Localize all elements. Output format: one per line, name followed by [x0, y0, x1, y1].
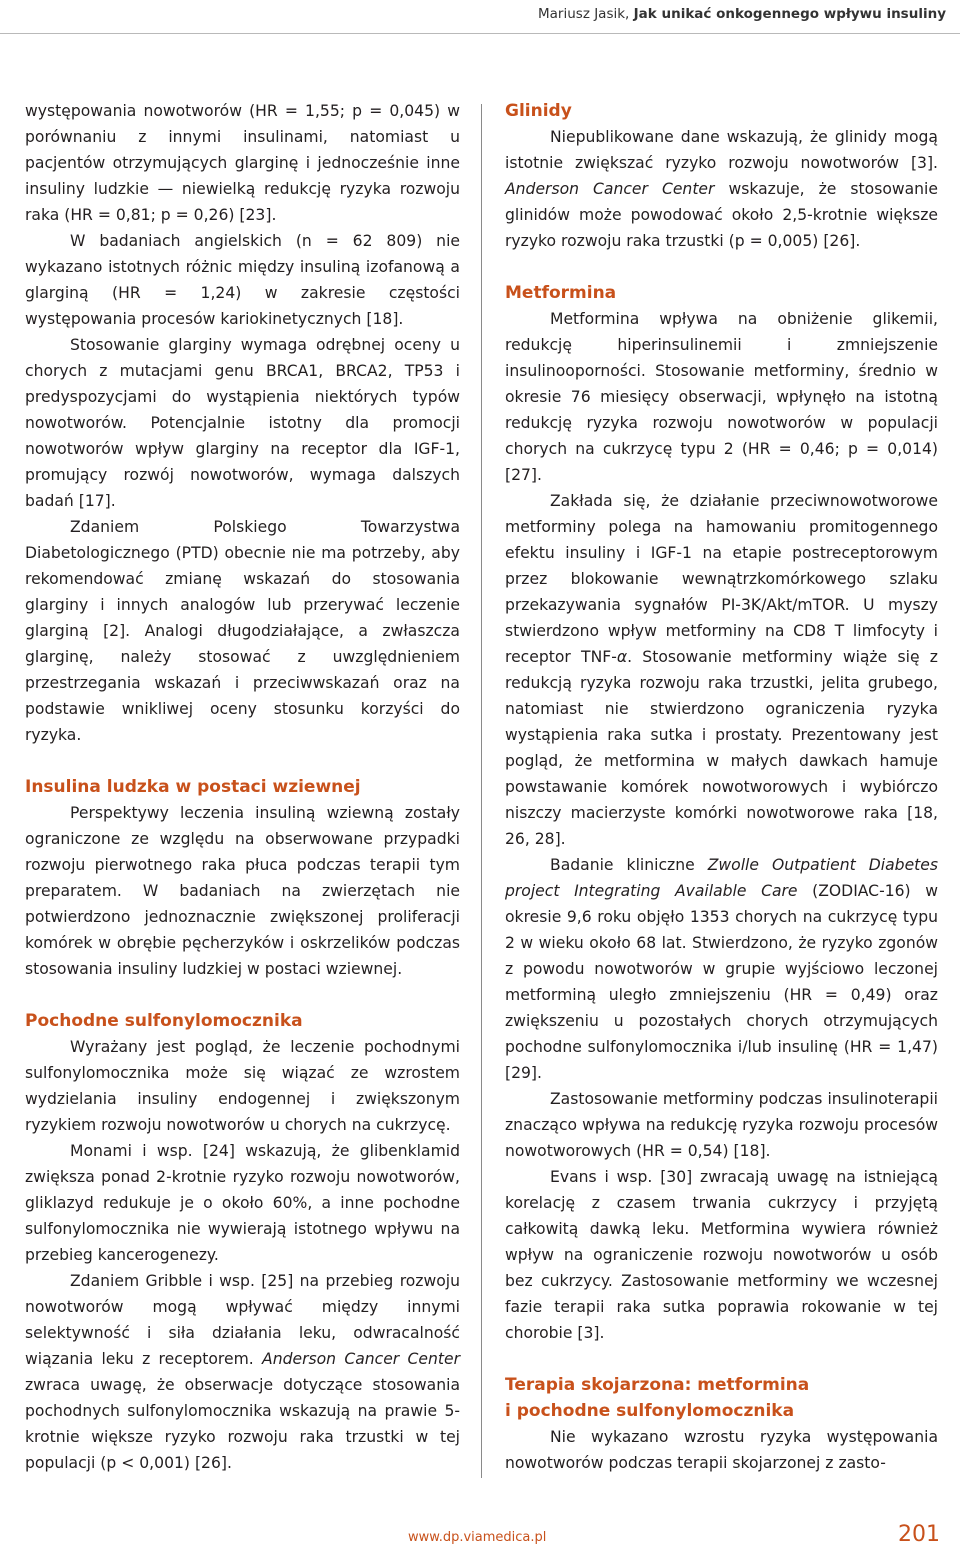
paragraph: Nie wykazano wzrostu ryzyka występowania nowotworów podczas terapii skojarzonej z zasto-: [505, 1428, 938, 1472]
text-run: Niepublikowane dane wskazują, że glinidy mogą istotnie zwiększać ryzyko rozwoju nowotworów [3].: [505, 128, 938, 172]
heading-line: Terapia skojarzona: metformina: [505, 1375, 810, 1395]
text-run: . Stosowanie metforminy wiąże się z redukcją ryzyka rozwoju raka trzustki, jelita grubego, natomiast nie stwierdzono ograniczenia ryzyka wystąpienia raka sutka i prostaty. Prezentowany jest pogląd, że metformina w małych dawkach hamuje powstawanie komórek nowotworowych i wybiórczo niszczy macierzyste komórki nowotworowe raka [18, 26, 28].: [505, 648, 938, 848]
page-number: 201: [898, 1522, 940, 1547]
paragraph: Monami i wsp. [24] wskazują, że glibenklamid zwiększa ponad 2-krotnie ryzyko rozwoju nowotworów, gliklazyd redukuje je o około 60%, a inne pochodne sulfonylomocznika nie wywierają istotnego wpływu na przebieg kancerogenezy.: [25, 1142, 460, 1264]
paragraph: W badaniach angielskich (n = 62 809) nie wykazano istotnych różnic między insuliną izofanową a glarginą (HR = 1,24) w zakresie częstości występowania procesów kariokinetycznych [18].: [25, 232, 460, 328]
paragraph: Evans i wsp. [30] zwracają uwagę na istniejącą korelację z czasem trwania cukrzycy i przyjętą całkowitą dawką leku. Metformina wywiera również wpływ na ograniczenie rozwoju nowotworów u osób bez cukrzycy. Zastosowanie metforminy we wczesnej fazie terapii raka sutka poprawia rokowanie w tej chorobie [3].: [505, 1168, 938, 1342]
section-heading-inhaled-insulin: Insulina ludzka w postaci wziewnej: [25, 777, 361, 797]
paragraph: Metformina wpływa na obniżenie glikemii, redukcję hiperinsulinemii i zmniejszenie insulinooporności. Stosowanie metforminy, średnio w okresie 76 miesięcy obserwacji, wpłynęło na istotną redukcję ryzyka rozwoju nowotworów w populacji chorych na cukrzycę typu 2 (HR = 0,46; p = 0,014) [27].: [505, 310, 938, 484]
section-heading-combination-therapy: [505, 1372, 938, 1424]
section-heading-glinides: Glinidy: [505, 101, 572, 121]
header-title: Jak unikać onkogennego wpływu insuliny: [633, 6, 946, 22]
paragraph: Perspektywy leczenia insuliną wziewną zostały ograniczone ze względu na obserwowane przypadki rozwoju pierwotnego raka płuca podczas terapii tym preparatem. W badaniach na zwierzętach nie potwierdzono jednoznacznie zwiększonej proliferacji komórek w obrębie pęcherzyków i oskrzelików podczas stosowania insuliny ludzkiej w postaci wziewnej.: [25, 804, 460, 978]
paragraph: Zdaniem Polskiego Towarzystwa Diabetologicznego (PTD) obecnie nie ma potrzeby, aby rekomendować zmianę wskazań do stosowania glarginy i innych analogów lub przerywać leczenie glarginą [2]. Analogi długodziałające, a zwłaszcza glarginę, należy stosować z uwzględnieniem przestrzegania wskazań i przeciwwskazań oraz na podstawie wnikliwej oceny stosunku korzyści do ryzyka.: [25, 518, 460, 744]
heading-line: i pochodne sulfonylomocznika: [505, 1401, 795, 1421]
paragraph: [505, 488, 938, 852]
paragraph: Zastosowanie metforminy podczas insulinoterapii znacząco wpływa na redukcję ryzyka rozwoju procesów nowotworowych (HR = 0,54) [18].: [505, 1090, 938, 1160]
running-header: [0, 0, 960, 34]
text-run: wskazuje, że stosowanie glinidów może powodować około 2,5-krotnie większe ryzyko rozwoju raka trzustki (p = 0,005) [26].: [505, 180, 938, 250]
alpha-symbol: α: [616, 648, 628, 666]
italic-term: Zwolle Outpatient Diabetes project Integrating Available Care: [505, 856, 938, 900]
footer-url: www.dp.viamedica.pl: [408, 1530, 547, 1545]
italic-term: Anderson Cancer Center: [505, 180, 715, 198]
header-author: Mariusz Jasik,: [538, 6, 630, 22]
section-heading-sulfonylureas: Pochodne sulfonylomocznika: [25, 1011, 303, 1031]
italic-term: Anderson Cancer Center: [262, 1350, 460, 1368]
text-run: Zdaniem Gribble i wsp. [25] na przebieg rozwoju nowotworów mogą wpływać między innymi selektywność i siła działania leku, odwracalność wiązania leku z receptorem.: [25, 1272, 460, 1368]
paragraph: Wyrażany jest pogląd, że leczenie pochodnymi sulfonylomocznika może się wiązać ze wzrostem wydzielania insuliny endogennej i zwiększonym ryzykiem rozwoju nowotworów u chorych na cukrzycę.: [25, 1038, 460, 1134]
text-run: zwraca uwagę, że obserwacje dotyczące stosowania pochodnych sulfonylomocznika wskazują na prawie 5-krotnie większe ryzyko rozwoju raka trzustki w tej populacji (p < 0,001) [26].: [25, 1376, 460, 1472]
text-run: (ZODIAC-16) w okresie 9,6 roku objęło 1353 chorych na cukrzycę typu 2 w wieku około 68 lat. Stwierdzono, że ryzyko zgonów z powodu nowotworów w grupie wyjściowo leczonej metforminą uległo zmniejszeniu (HR = 0,49) oraz zwiększeniu u pozostałych chorych otrzymujących pochodne sulfonylomocznika i/lub insulinę (HR = 1,47) [29].: [505, 882, 938, 1082]
column-divider: [481, 104, 482, 1478]
left-column: [25, 98, 460, 1476]
paragraph: [505, 852, 938, 1086]
paragraph: Stosowanie glarginy wymaga odrębnej oceny u chorych z mutacjami genu BRCA1, BRCA2, TP53 i predyspozycjami do wystąpienia niektórych typów nowotworów. Potencjalnie istotny dla promocji nowotworów wpływ glarginy na receptor dla IGF-1, promujący rozwój nowotworów, wymaga dalszych badań [17].: [25, 336, 460, 510]
section-heading-metformin: Metformina: [505, 283, 617, 303]
text-run: Zakłada się, że działanie przeciwnowotworowe metforminy polega na hamowaniu promitogennego efektu insuliny i IGF-1 na etapie postreceptorowym przez blokowanie wewnątrzkomórkowego szlaku przekazywania sygnałów PI-3K/Akt/mTOR. U myszy stwierdzono wpływ metforminy na CD8 T limfocyty i receptor TNF-: [505, 492, 938, 666]
paragraph: [25, 1268, 460, 1476]
paragraph: [505, 124, 938, 254]
right-column: [505, 98, 938, 1476]
text-run: Badanie kliniczne: [550, 856, 708, 874]
running-header-text: [538, 6, 946, 22]
paragraph: występowania nowotworów (HR = 1,55; p = 0,045) w porównaniu z innymi insulinami, natomiast u pacjentów otrzymujących glarginę i jednocześnie inne insuliny ludzkie — niewielką redukcję ryzyka rozwoju raka (HR = 0,81; p = 0,26) [23].: [25, 102, 460, 224]
header-rule: [0, 33, 960, 34]
